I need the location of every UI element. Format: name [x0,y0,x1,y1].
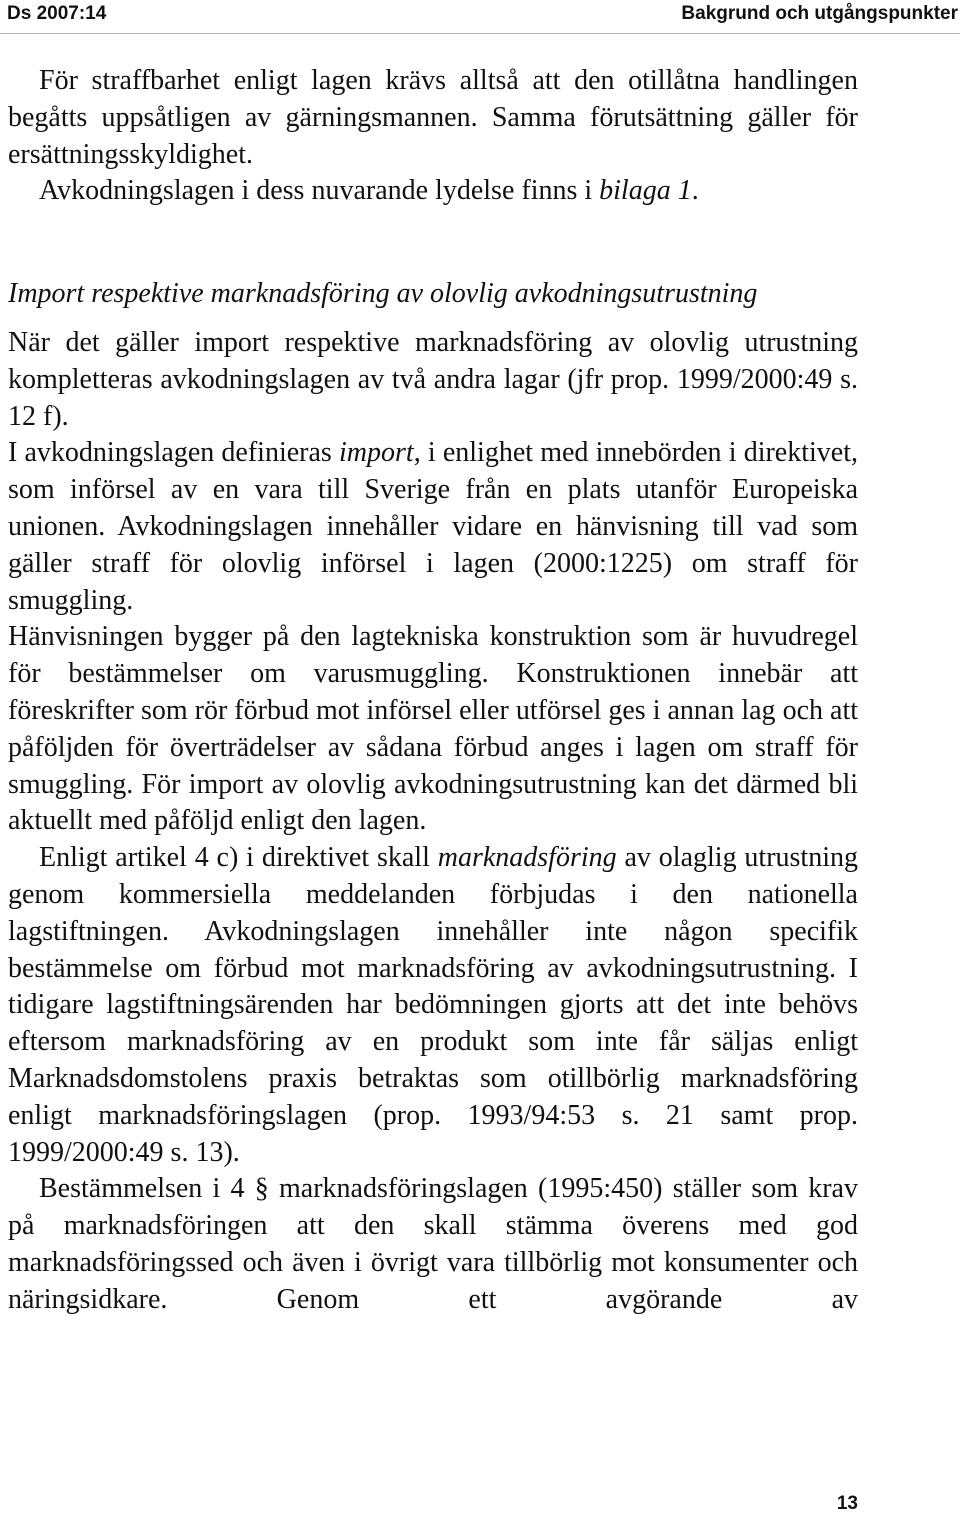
body-paragraph-3: Hänvisningen bygger på den lagtekniska konstruktion som är huvudregel för bestämmelser om varusmuggling. Konstruktionen innebär att föreskrifter som rör förbud mot införsel eller utförsel ges i annan lag och att påföljden för överträdelser av sådana förbud anges i lagen om straff för smuggling. För import av olovlig avkodningsutrustning kan det därmed bli aktuellt med påföljd enligt den lagen. [8,621,858,837]
body-paragraph-2 [8,435,858,619]
document-id: Ds 2007:14 [7,3,107,24]
page-header [0,0,960,28]
header-divider [0,33,960,34]
section-heading: Import respektive marknadsföring av olovlig avkodningsutrustning [8,278,758,310]
body-paragraph-1: När det gäller import respektive marknadsföring av olovlig utrustning kompletteras avkodningslagen av två andra lagar (jfr prop. 1999/2000:49 s. 12 f). [8,326,858,432]
appendix-reference-paragraph [8,173,858,210]
chapter-title: Bakgrund och utgångspunkter [681,3,958,24]
page-number: 13 [836,1493,858,1514]
body-paragraph-4-rest: av olaglig utrustning genom kommersiella meddelanden förbjudas i den nationella lagstiftningen. Avkodningslagen innehåller inte någon specifik bestämmelse om förbud mot marknadsföring av avkodningsutrustning. I tidigare lagstiftningsärenden har bedömningen gjorts att det inte behövs eftersom marknadsföring av en produkt som inte får säljas enligt Marknadsdomstolens praxis betraktas som otillbörlig marknadsföring enligt marknadsföringslagen (prop. 1993/94:53 s. 21 samt prop. 1999/2000:49 s. 13). [8,842,858,1168]
import-term: import [339,437,414,469]
intro-paragraph: För straffbarhet enligt lagen krävs alltså att den otillåtna handlingen begåtts uppsåtligen av gärningsmannen. Samma förutsättning gäller för ersättningsskyldighet. [8,65,858,170]
body-paragraph-2-rest: , i enlighet med innebörden i direktivet, som införsel av en vara till Sverige från en plats utanför Europeiska unionen. Avkodningslagen innehåller vidare en hänvisning till vad som gäller straff för olovlig införsel i lagen (2000:1225) om straff för smuggling. [8,437,858,616]
page-content [8,63,858,1319]
body-paragraph-5: Bestämmelsen i 4 § marknadsföringslagen (1995:450) ställer som krav på marknadsföringen att den skall stämma överens med god marknadsföringssed och även i övrigt vara tillbörlig mot konsumenter och näringsidkare. Genom ett avgörande av [8,1173,858,1315]
appendix-reference-end: . [691,175,699,207]
body-paragraph-4-start: Enligt artikel 4 c) i direktivet skall [39,842,438,874]
appendix-link-text: bilaga 1 [599,175,692,207]
body-paragraph-4 [8,840,858,1171]
marketing-term: marknadsföring [437,842,617,874]
body-paragraph-2-start: I avkodningslagen definieras [8,437,339,469]
appendix-reference-text: Avkodningslagen i dess nuvarande lydelse finns i [39,175,600,207]
